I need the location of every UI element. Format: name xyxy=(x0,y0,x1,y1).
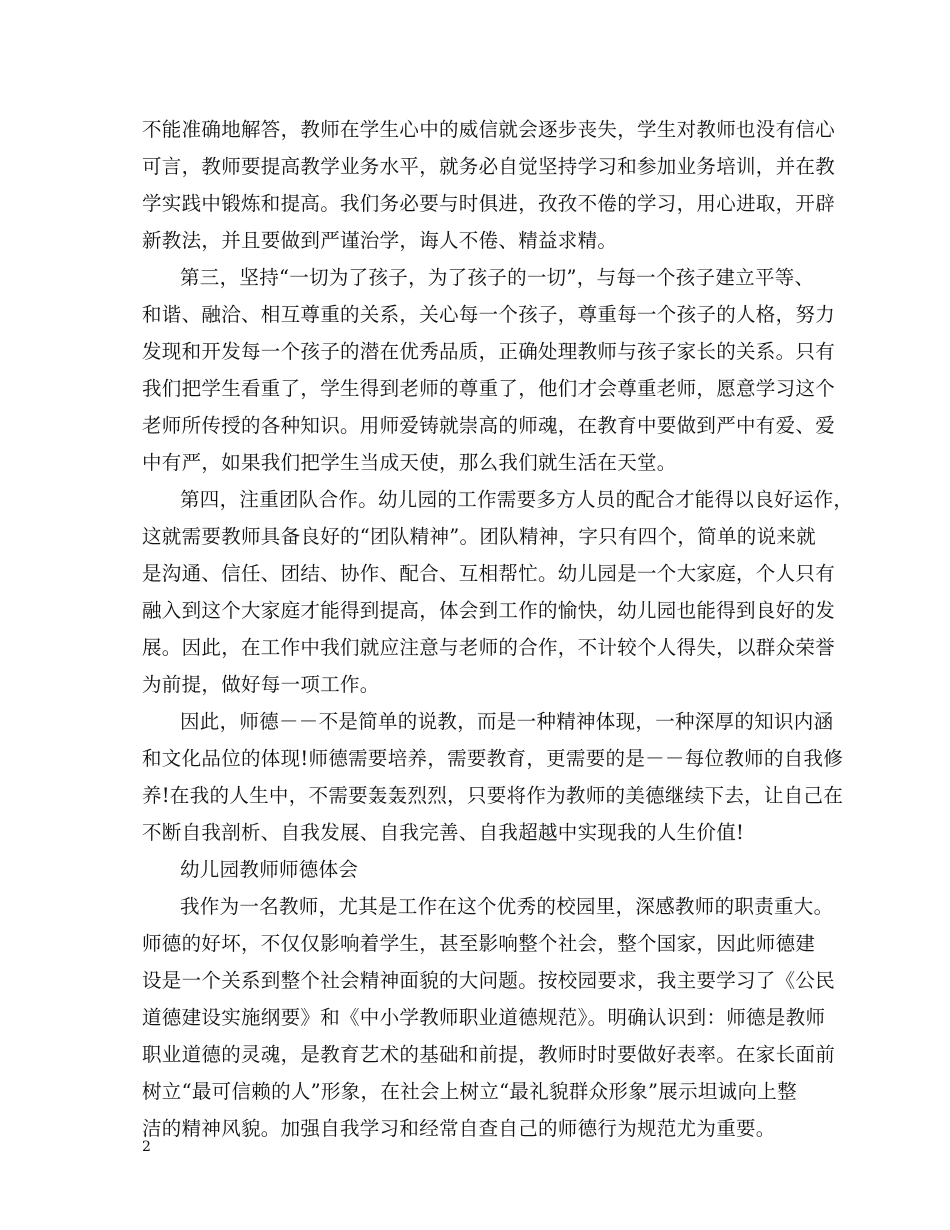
text-line: 设是一个关系到整个社会精神面貌的大问题。按校园要求，我主要学习了《公民 xyxy=(142,969,836,992)
text-line: 新教法，并且要做到严谨治学，诲人不倦、精益求精。 xyxy=(142,229,618,252)
text-line: 养!在我的人生中，不需要轰轰烈烈，只要将作为教师的美德继续下去，让自己在 xyxy=(142,784,844,807)
paragraph-start-line: 因此，师德－－不是简单的说教，而是一种精神体现，一种深厚的知识内涵 xyxy=(180,710,834,733)
text-line: 师德的好坏，不仅仅影响着学生，甚至影响整个社会，整个国家，因此师德建 xyxy=(142,932,816,955)
text-line: 展。因此，在工作中我们就应注意与老师的合作，不计较个人得失，以群众荣誉 xyxy=(142,636,836,659)
text-line: 和文化品位的体现!师德需要培养，需要教育，更需要的是－－每位教师的自我修 xyxy=(142,747,844,770)
text-line: 可言，教师要提高教学业务水平，就务必自觉坚持学习和参加业务培训，并在教 xyxy=(142,155,836,178)
page-number: 2 xyxy=(142,1139,151,1155)
text-line: 不能准确地解答，教师在学生心中的威信就会逐步丧失，学生对教师也没有信心 xyxy=(142,118,836,141)
paragraph-start-line: 第三，坚持“一切为了孩子，为了孩子的一切”，与每一个孩子建立平等、 xyxy=(180,266,815,289)
text-line: 融入到这个大家庭才能得到提高，体会到工作的愉快，幼儿园也能得到良好的发 xyxy=(142,599,836,622)
text-line: 发现和开发每一个孩子的潜在优秀品质，正确处理教师与孩子家长的关系。只有 xyxy=(142,340,836,363)
section-heading: 幼儿园教师师德体会 xyxy=(180,858,359,881)
paragraph-start-line: 第四，注重团队合作。幼儿园的工作需要多方人员的配合才能得以良好运作， xyxy=(180,488,854,511)
text-line: 学实践中锻炼和提高。我们务必要与时俱进，孜孜不倦的学习，用心进取，开辟 xyxy=(142,192,836,215)
text-line: 老师所传授的各种知识。用师爱铸就崇高的师魂，在教育中要做到严中有爱、爱 xyxy=(142,414,836,437)
text-line: 这就需要教师具备良好的“团队精神”。团队精神，字只有四个，简单的说来就 xyxy=(142,525,816,548)
paragraph-start-line: 我作为一名教师，尤其是工作在这个优秀的校园里，深感教师的职责重大。 xyxy=(180,895,834,918)
text-line: 和谐、融洽、相互尊重的关系，关心每一个孩子，尊重每一个孩子的人格，努力 xyxy=(142,303,836,326)
text-line: 道德建设实施纲要》和《中小学教师职业道德规范》。明确认识到：师德是教师 xyxy=(142,1006,826,1029)
text-line: 中有严，如果我们把学生当成天使，那么我们就生活在天堂。 xyxy=(142,451,677,474)
text-line: 是沟通、信任、团结、协作、配合、互相帮忙。幼儿园是一个大家庭，个人只有 xyxy=(142,562,836,585)
text-line: 我们把学生看重了，学生得到老师的尊重了，他们才会尊重老师，愿意学习这个 xyxy=(142,377,836,400)
text-line: 洁的精神风貌。加强自我学习和经常自查自己的师德行为规范尤为重要。 xyxy=(142,1117,776,1140)
text-line: 职业道德的灵魂，是教育艺术的基础和前提，教师时时要做好表率。在家长面前 xyxy=(142,1043,836,1066)
text-line: 不断自我剖析、自我发展、自我完善、自我超越中实现我的人生价值! xyxy=(142,821,745,844)
text-line: 树立“最可信赖的人”形象，在社会上树立“最礼貌群众形象”展示坦诚向上整 xyxy=(142,1080,797,1103)
text-line: 为前提，做好每一项工作。 xyxy=(142,673,380,696)
